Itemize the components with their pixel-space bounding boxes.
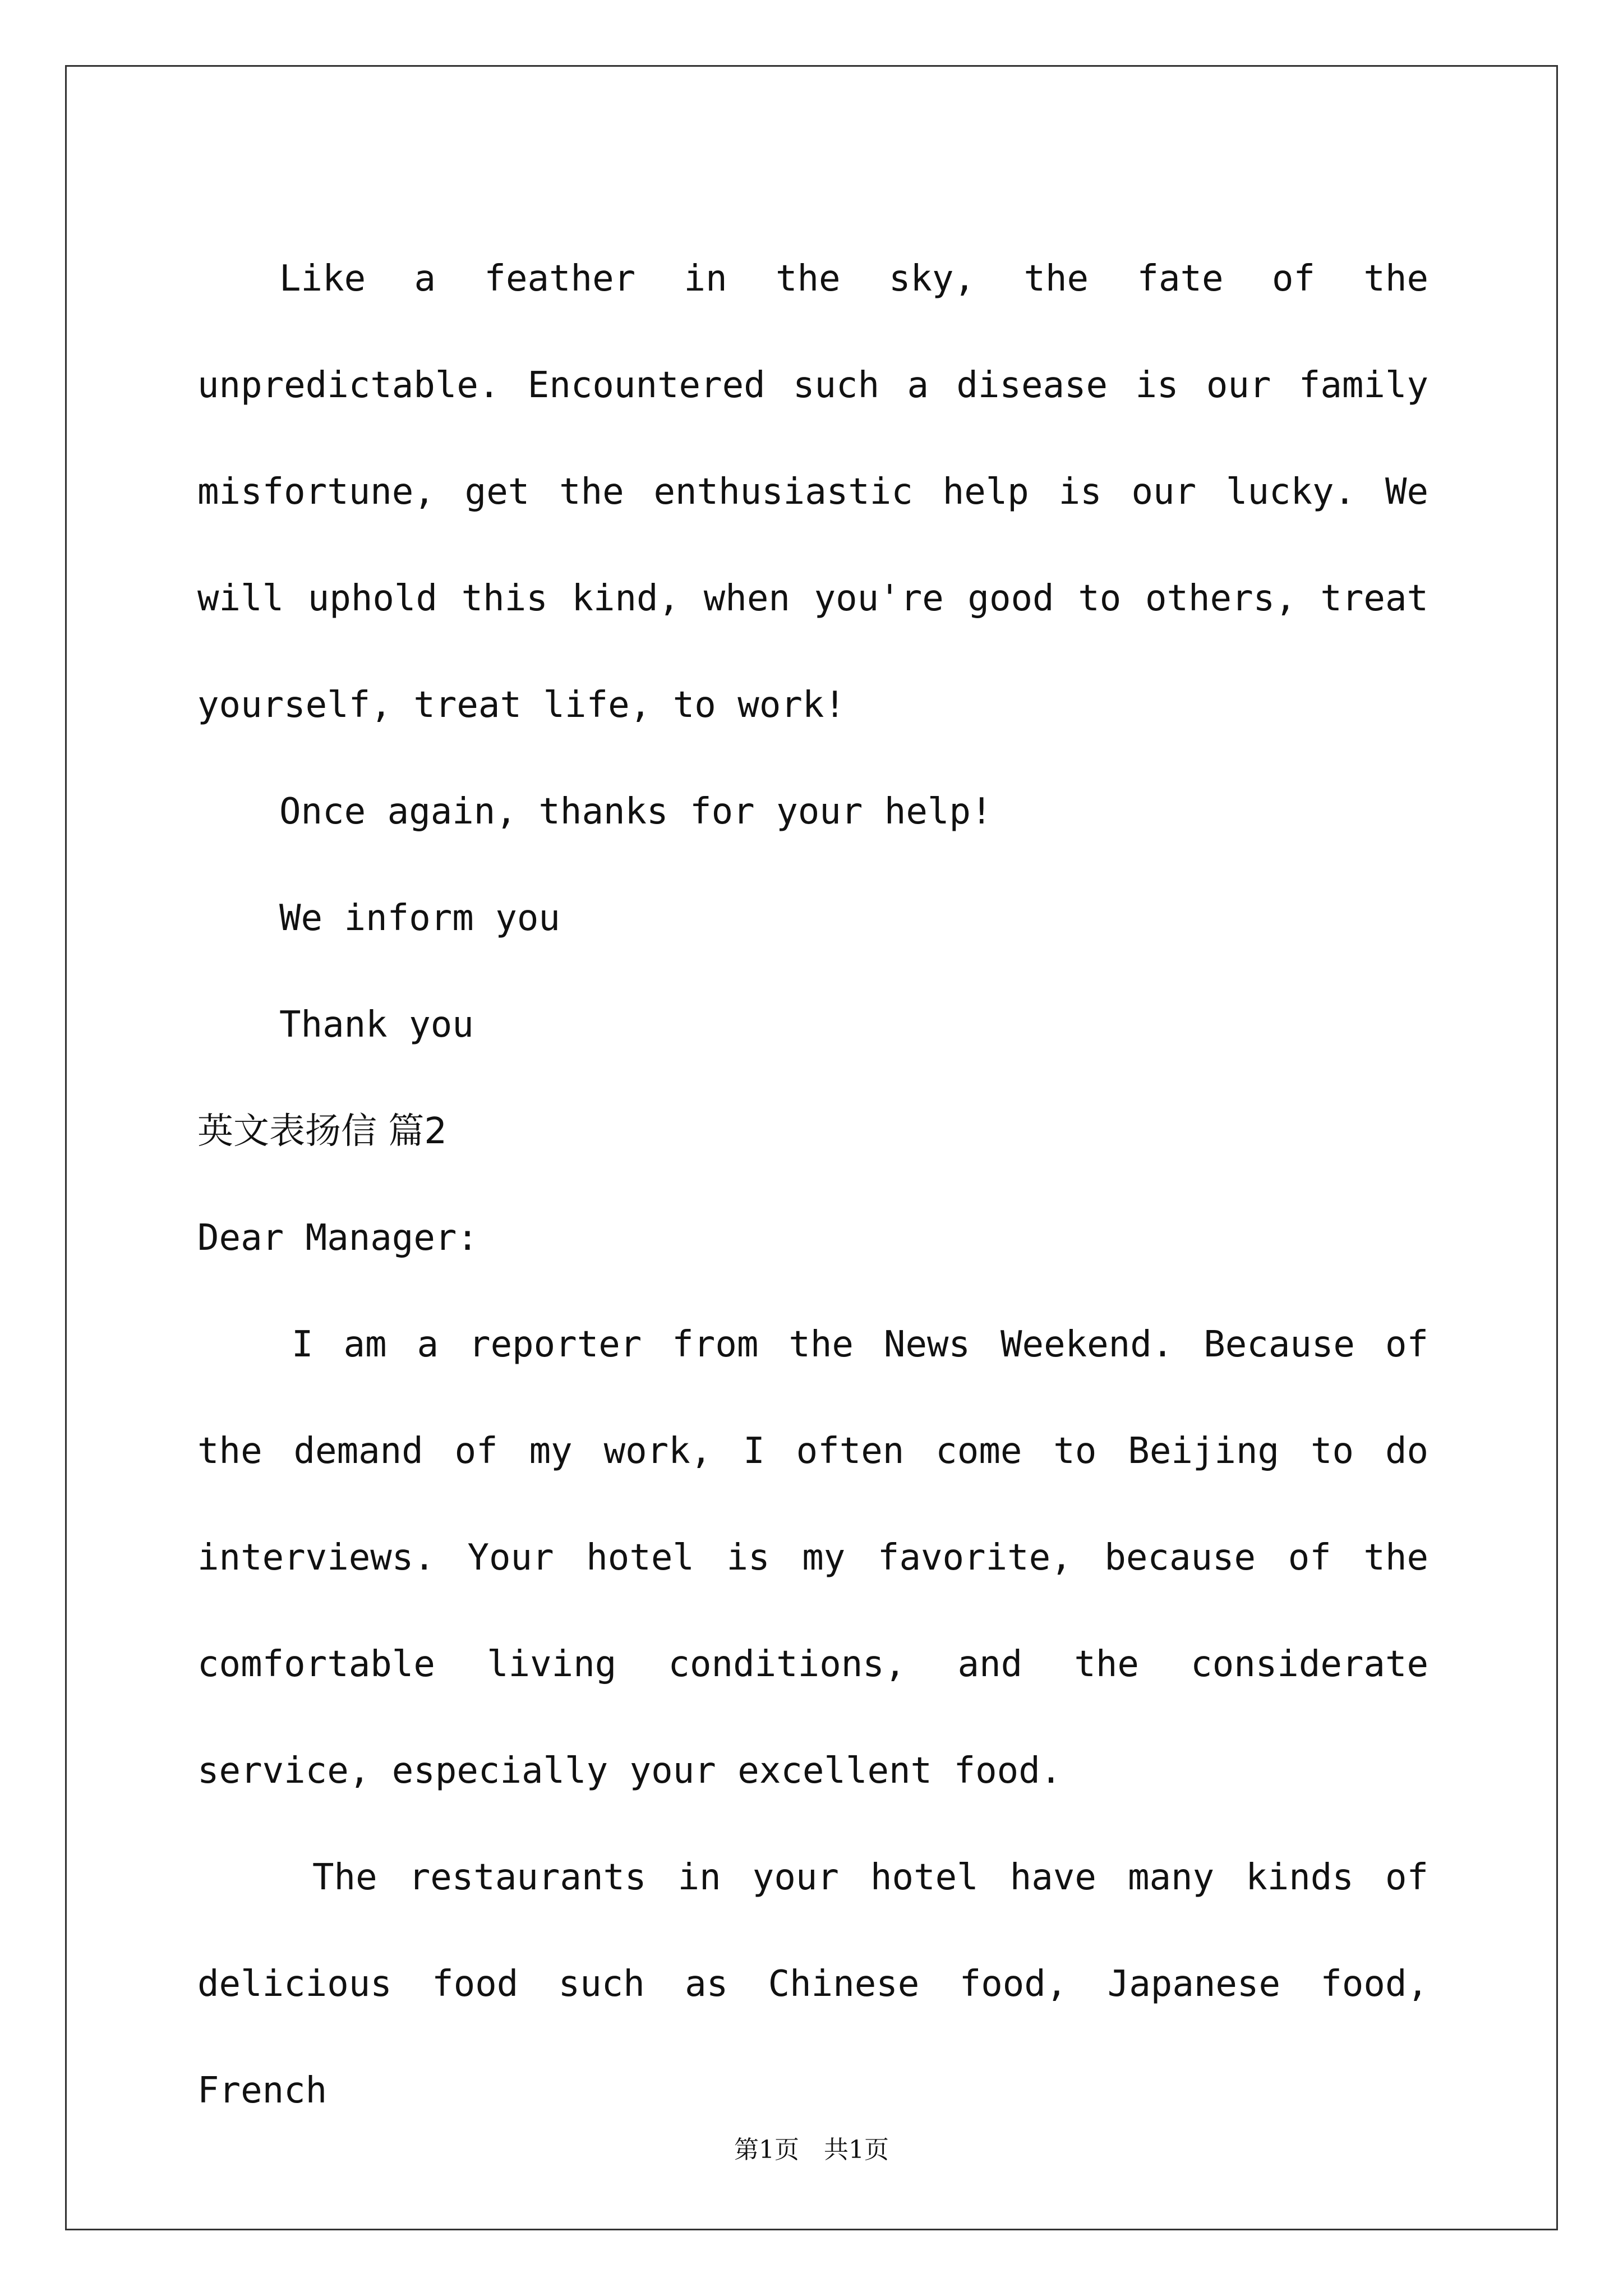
paragraph-inform: We inform you	[279, 898, 560, 939]
salutation: Dear Manager:	[197, 1217, 478, 1259]
document-body	[197, 226, 1428, 2144]
page-number-footer: 第1页 共1页	[734, 2136, 889, 2164]
section-heading: 英文表扬信 篇2	[197, 1111, 448, 1152]
paragraph-reporter: I am a reporter from the News Weekend. Because of the demand of my work, I often come to Beijing to do interviews. Your hotel is my favorite, because of the comfortable living conditions, and the considerate service, especially your excellent food.	[197, 1324, 1428, 1792]
paragraph-restaurants: The restaurants in your hotel have many kinds of delicious food such as Chinese food, Japanese food, French	[197, 1857, 1428, 2111]
paragraph-feather: Like a feather in the sky, the fate of the unpredictable. Encountered such a disease is our family misfortune, get the enthusiastic help is our lucky. We will uphold this kind, when you're good to others, treat yourself, treat life, to work!	[197, 258, 1428, 726]
paragraph-thank-you: Thank you	[279, 1004, 474, 1046]
paragraph-thanks-again: Once again, thanks for your help!	[279, 791, 993, 832]
